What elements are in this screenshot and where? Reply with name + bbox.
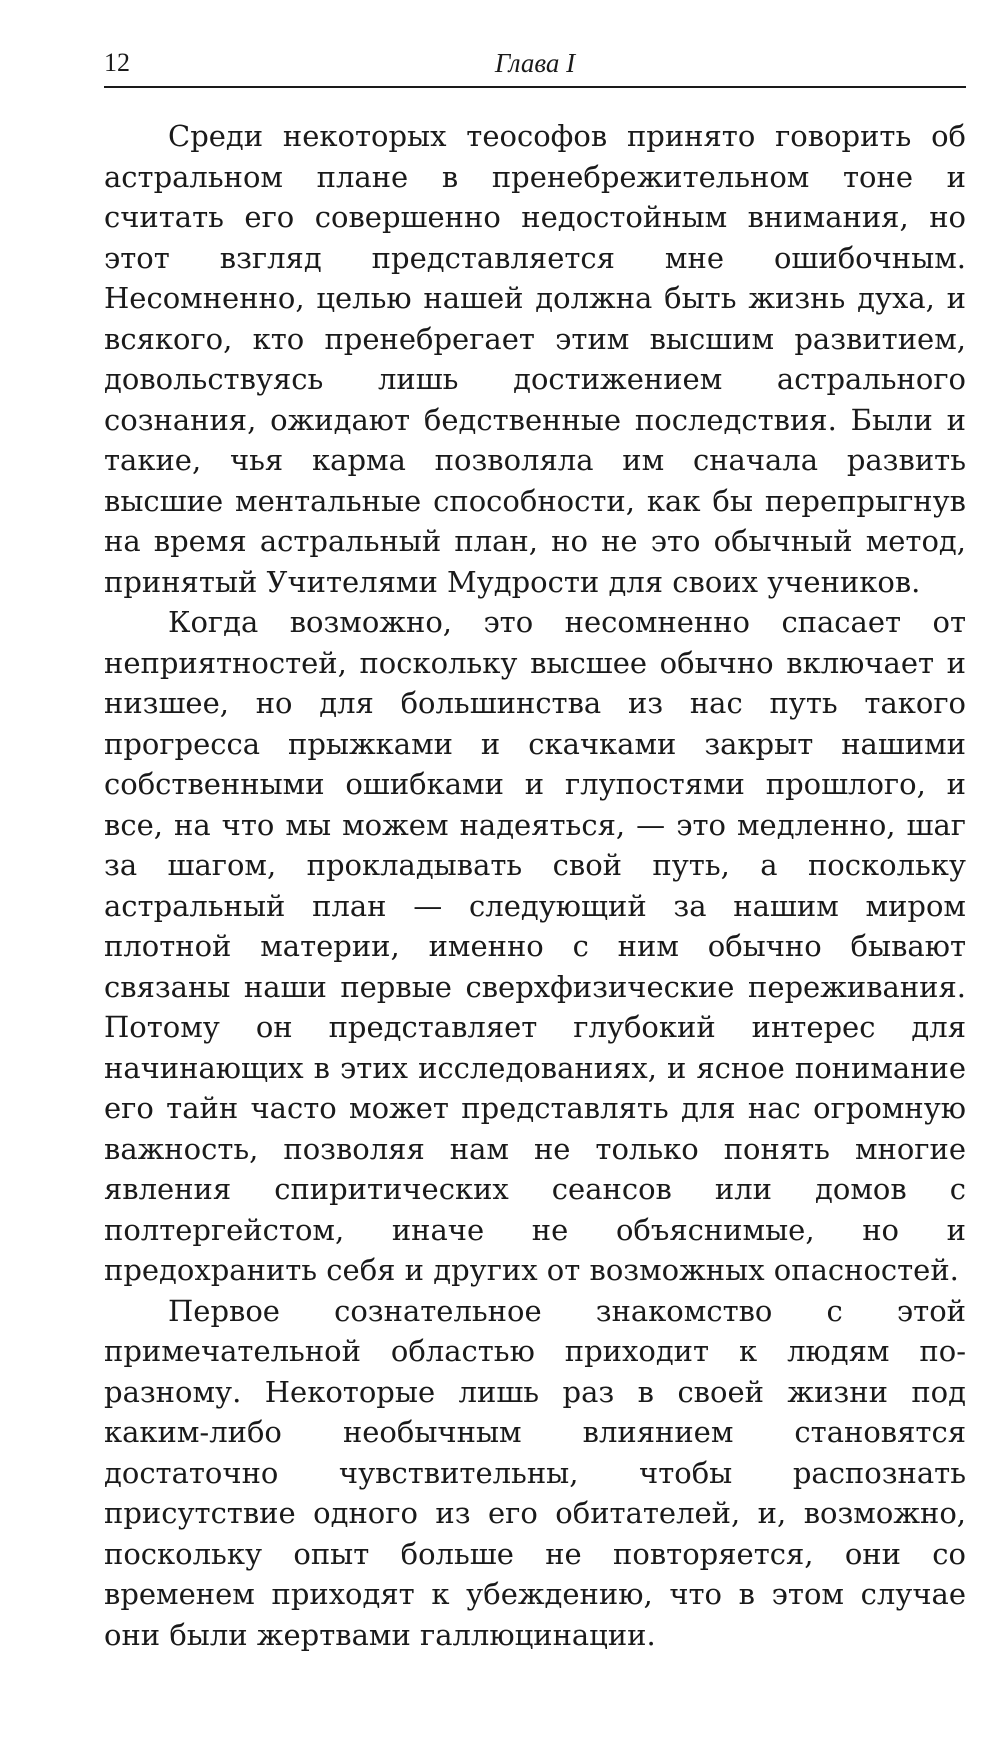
header-divider <box>104 86 966 88</box>
running-header <box>104 46 966 86</box>
paragraph-3: Первое сознательное знакомство с этой примечательной областью приходит к людям по-разному. Некоторые лишь раз в своей жизни под каким-либо необычным влиянием становятся достаточно чувствительны, чтобы распознать присутствие одного из его обитателей, и, возможно, поскольку опыт больше не повторяется, они со временем приходят к убеждению, что в этом случае они были жертвами галлюцинации. <box>104 1293 966 1652</box>
body-text <box>104 116 966 1655</box>
chapter-title: Глава I <box>494 48 576 78</box>
paragraph-1: Среди некоторых теософов принято говорить об астральном плане в пренебрежительном тоне и считать его совершенно недостойным внимания, но этот взгляд представляется мне ошибочным. Несомненно, целью нашей должна быть жизнь духа, и всякого, кто пренебрегает этим высшим развитием, довольствуясь лишь достижением астрального сознания, ожидают бедственные последствия. Были и такие, чья карма позволяла им сначала развить высшие ментальные способности, как бы перепрыгнув на время астральный план, но не это обычный метод, принятый Учителями Мудрости для своих учеников. <box>104 119 966 599</box>
paragraph-2: Когда возможно, это несомненно спасает от неприятностей, поскольку высшее обычно включает и низшее, но для большинства из нас путь такого прогресса прыжками и скачками закрыт нашими собственными ошибками и глупостями прошлого, и все, на что мы можем надеяться, — это медленно, шаг за шагом, прокладывать свой путь, а поскольку астральный план — следующий за нашим миром плотной материи, именно с ним обычно бывают связаны наши первые сверхфизические переживания. Потому он представляет глубокий интерес для начинающих в этих исследованиях, и ясное понимание его тайн часто может представлять для нас огромную важность, позволяя нам не только понять многие явления спиритических сеансов или домов с полтергейстом, иначе не объяснимые, но и предохранить себя и других от возможных опасностей. <box>104 605 966 1287</box>
page-number: 12 <box>104 48 130 77</box>
